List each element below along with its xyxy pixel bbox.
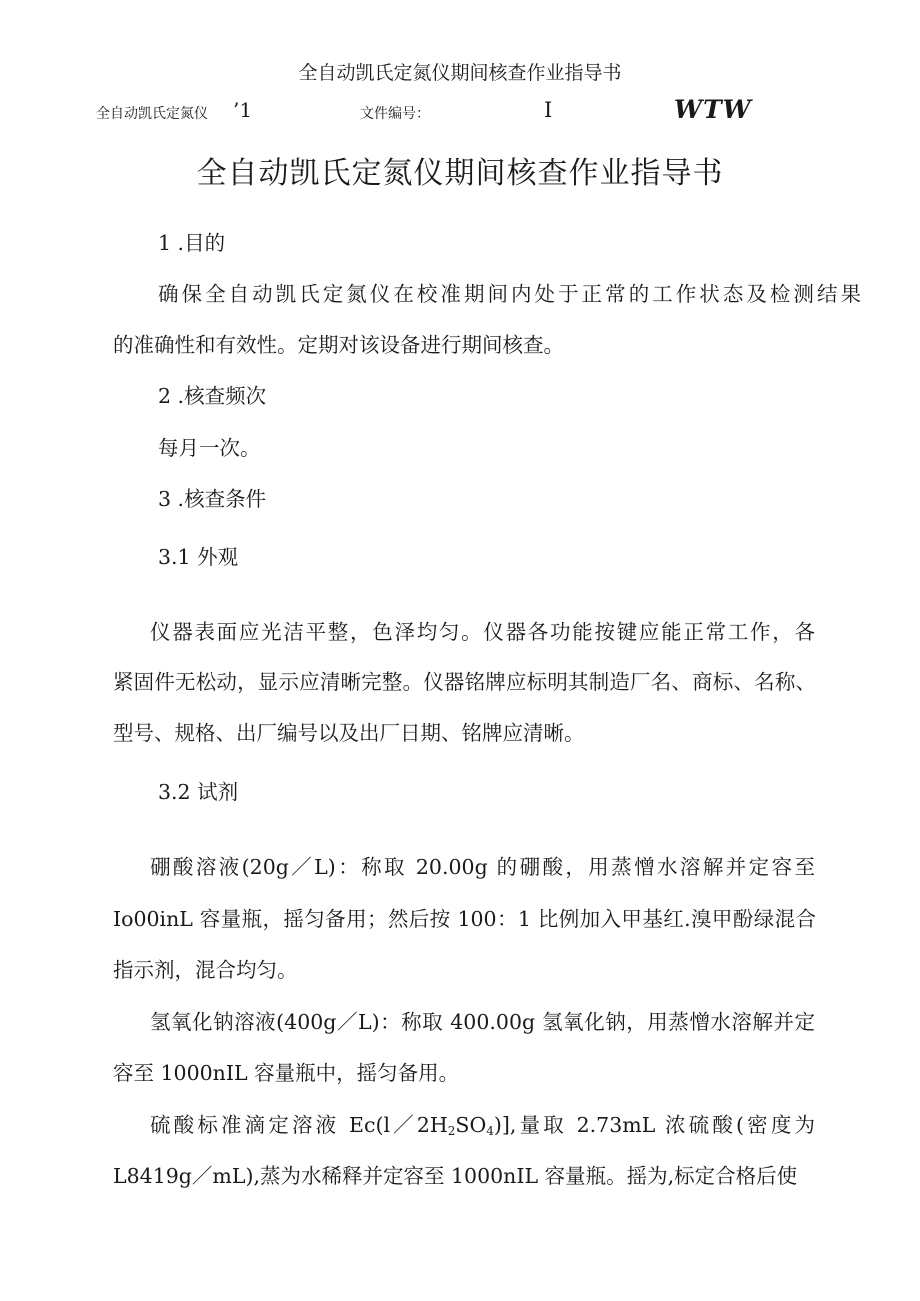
section-2-text: 每月一次。 — [158, 436, 261, 460]
boric-acid-line-3: 指示剂，混合均匀。 — [113, 958, 298, 982]
section-1-line-1: 确保全自动凯氏定氮仪在校准期间内处于正常的工作状态及检测结果 — [158, 282, 861, 306]
header-device-name: 全自动凯氏定氮仪 — [96, 106, 208, 122]
header-device-number: ’1 — [233, 98, 253, 122]
boric-acid-line-1: 硼酸溶液(20g／L)：称取 20.00g 的硼酸，用蒸憎水溶解并定容至 — [150, 855, 815, 879]
header-file-number-value: I — [544, 98, 553, 122]
sulfuric-acid-line-2: L8419g／mL),蒸为水稀释并定容至 1000nIL 容量瓶。摇为,标定合格后使 — [113, 1164, 798, 1188]
sulfuric-acid-line-1: 硫酸标准滴定溶液 $Ec(l/2H_2SO_4)$],量取 2.73mL 浓硫酸(密度为 — [150, 1113, 815, 1138]
section-1-line-2: 的准确性和有效性。定期对该设备进行期间核查。 — [113, 333, 564, 357]
running-header-title: 全自动凯氏定氮仪期间核查作业指导书 — [298, 62, 622, 84]
boric-acid-line-2: Io00inL 容量瓶，摇匀备用；然后按 100：1 比例加入甲基红.溴甲酚绿混合 — [113, 907, 816, 931]
header-file-number-label: 文件编号： — [360, 106, 430, 122]
section-3-heading: 3 .核查条件 — [158, 487, 267, 511]
section-2-heading: 2 .核查频次 — [158, 384, 267, 408]
section-3-2-heading: 3.2 试剂 — [158, 780, 239, 804]
header-mark: WTW — [674, 95, 752, 124]
section-3-1-line-1: 仪器表面应光洁平整，色泽均匀。仪器各功能按键应能正常工作，各 — [150, 620, 815, 644]
section-3-1-heading: 3.1 外观 — [158, 545, 239, 569]
sodium-hydroxide-line-1: 氢氧化钠溶液(400g／L)：称取 400.00g 氢氧化钠，用蒸憎水溶解并定 — [150, 1010, 815, 1034]
document-title: 全自动凯氏定氮仪期间核查作业指导书 — [196, 156, 724, 191]
section-3-1-line-3: 型号、规格、出厂编号以及出厂日期、铭牌应清晰。 — [113, 721, 585, 745]
section-3-1-line-2: 紧固件无松动，显示应清晰完整。仪器铭牌应标明其制造厂名、商标、名称、 — [113, 670, 816, 694]
section-1-heading: 1 .目的 — [158, 231, 226, 255]
sodium-hydroxide-line-2: 容至 1000nIL 容量瓶中，摇匀备用。 — [113, 1061, 460, 1085]
